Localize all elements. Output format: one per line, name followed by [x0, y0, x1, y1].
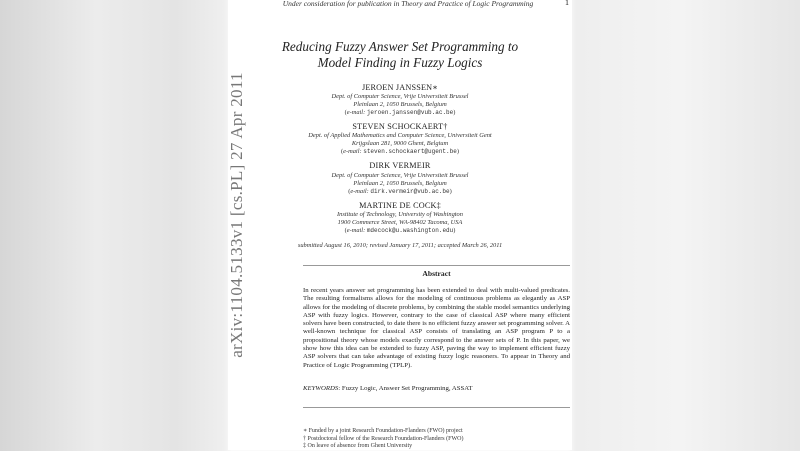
footnote: ∗ Funded by a joint Research Foundation-Flanders (FWO) project [303, 428, 463, 434]
author-email: (e-mail: mdecock@u.washington.edu) [344, 227, 456, 234]
keywords-text: : Fuzzy Logic, Answer Set Programming, ASSAT [338, 385, 473, 392]
author-email: (e-mail: steven.schockaert@ugent.be) [341, 148, 459, 155]
email-address: mdecock@u.washington.edu [366, 227, 454, 234]
keywords-label: KEYWORDS [303, 385, 339, 392]
title-line-2: Model Finding in Fuzzy Logics [317, 55, 483, 70]
author-address: 1900 Commerce Street, WA-98402 Tacoma, USA [337, 219, 463, 226]
author-address: Pleinlaan 2, 1050 Brussels, Belgium [353, 101, 447, 108]
abstract-text: In recent years answer set programming has been extended to deal with multi-valued predicates. The resulting formalisms allows for the modeling of continuous problems as elegantly as ASP allows for the modeling of discrete problems, by combining the stable model semantics underlying ASP with fuzzy logics. However, contrary to the case of classical ASP where many efficient solvers have been constructed, to date there is no efficient fuzzy answer set programming solver. A well-known technique for classical ASP consists of translating an ASP program P to a propositional theory whose models exactly correspond to the answer sets of P. In this paper, we show how this idea can be extended to fuzzy ASP, paving the way to implement efficient fuzzy ASP solvers that can take advantage of existing fuzzy logic reasoners. To appear in Theory and Practice of Logic Programming (TPLP). [303, 287, 570, 369]
keywords [303, 385, 473, 392]
running-header: Under consideration for publication in Theory and Practice of Logic Programming [282, 0, 534, 8]
paper-page [228, 0, 572, 450]
author-name: DIRK VERMEIR [369, 161, 431, 170]
arxiv-side-stamp: arXiv:1104.5133v1 [cs.PL] 27 Apr 2011 [227, 72, 246, 358]
author-affiliation: Dept. of Applied Mathematics and Computer Science, Universiteit Gent [308, 132, 492, 139]
email-label: e-mail: [343, 148, 362, 155]
author-affiliation: Institute of Technology, University of Washington [337, 211, 463, 218]
footnote: † Postdoctoral fellow of the Research Foundation-Flanders (FWO) [303, 435, 464, 442]
author-email: (e-mail: dirk.vermeir@vub.ac.be) [348, 188, 452, 195]
author-address: Pleinlaan 2, 1050 Brussels, Belgium [353, 180, 447, 187]
email-label: e-mail: [346, 109, 366, 116]
abstract-heading: Abstract [422, 269, 451, 278]
bottom-rule [303, 407, 570, 408]
author-affiliation: Dept. of Computer Science, Vrije Universiteit Brussel [331, 172, 469, 179]
author-address: Krijgslaan 281, 9000 Ghent, Belgium [351, 140, 449, 147]
author-name: STEVEN SCHOCKAERT† [352, 122, 448, 131]
email-label: e-mail: [350, 188, 369, 195]
author-affiliation: Dept. of Computer Science, Vrije Universiteit Brussel [331, 93, 469, 100]
title-line-1: Reducing Fuzzy Answer Set Programming to [281, 39, 519, 54]
email-address: steven.schockaert@ugent.be [363, 148, 457, 155]
email-address: dirk.vermeir@vub.ac.be [370, 188, 450, 195]
page-number: 1 [565, 0, 569, 7]
top-rule [303, 265, 570, 266]
author-email: (e-mail: jeroen.janssen@vub.ac.be) [344, 109, 456, 116]
author-name: JEROEN JANSSEN∗ [361, 83, 439, 92]
email-label: e-mail: [346, 227, 366, 234]
footnote: ‡ On leave of absence from Ghent University [303, 443, 413, 449]
submission-note: submitted August 16, 2010; revised January 17, 2011; accepted March 26, 2011 [297, 242, 503, 249]
author-name: MARTINE DE COCK‡ [359, 201, 441, 210]
email-address: jeroen.janssen@vub.ac.be [366, 109, 454, 116]
